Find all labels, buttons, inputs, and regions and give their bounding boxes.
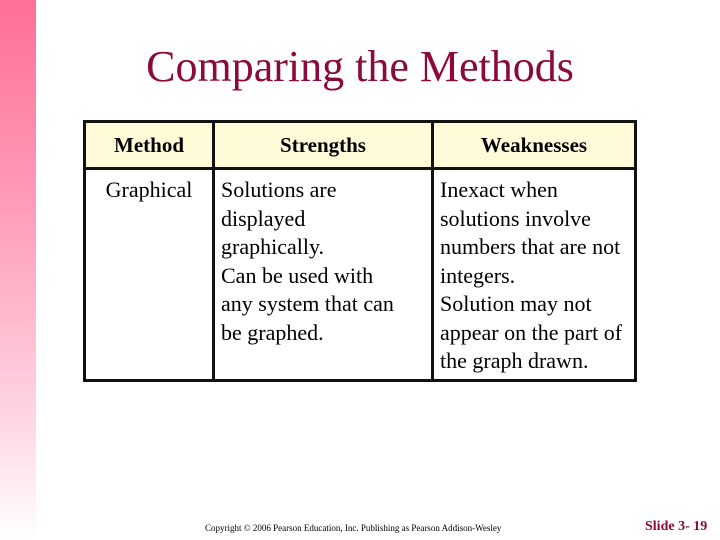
strengths-line: be graphed. xyxy=(221,319,324,345)
slide-title: Comparing the Methods xyxy=(146,42,574,91)
strengths-line: Solutions are xyxy=(221,177,337,202)
weaknesses-line: numbers that are not xyxy=(440,234,621,259)
weaknesses-line: solutions involve xyxy=(440,205,591,231)
weaknesses-line: the graph drawn. xyxy=(440,348,589,373)
strengths-line: graphically. xyxy=(221,234,325,259)
strengths-line: Can be used with xyxy=(221,262,374,288)
weaknesses-line: Inexact when xyxy=(440,177,558,202)
weaknesses-line: integers. xyxy=(440,262,516,288)
strengths-cell xyxy=(214,169,433,381)
comparison-table xyxy=(83,120,637,382)
header-weaknesses: Weaknesses xyxy=(433,122,636,169)
header-strengths: Strengths xyxy=(214,122,433,169)
copyright-text: Copyright © 2006 Pearson Education, Inc. Publishing as Pearson Addison-Wesley xyxy=(205,523,502,533)
table-header-row xyxy=(85,122,636,169)
weaknesses-cell xyxy=(433,169,636,381)
method-cell: Graphical xyxy=(105,177,193,202)
strengths-line: any system that can xyxy=(221,291,394,316)
weaknesses-line: appear on the part of xyxy=(440,319,623,345)
weaknesses-line: Solution may not xyxy=(440,291,592,316)
strengths-line: displayed xyxy=(221,205,306,231)
header-method: Method xyxy=(85,122,214,169)
table-row xyxy=(85,169,636,381)
slide-number: Slide 3- 19 xyxy=(645,519,708,534)
